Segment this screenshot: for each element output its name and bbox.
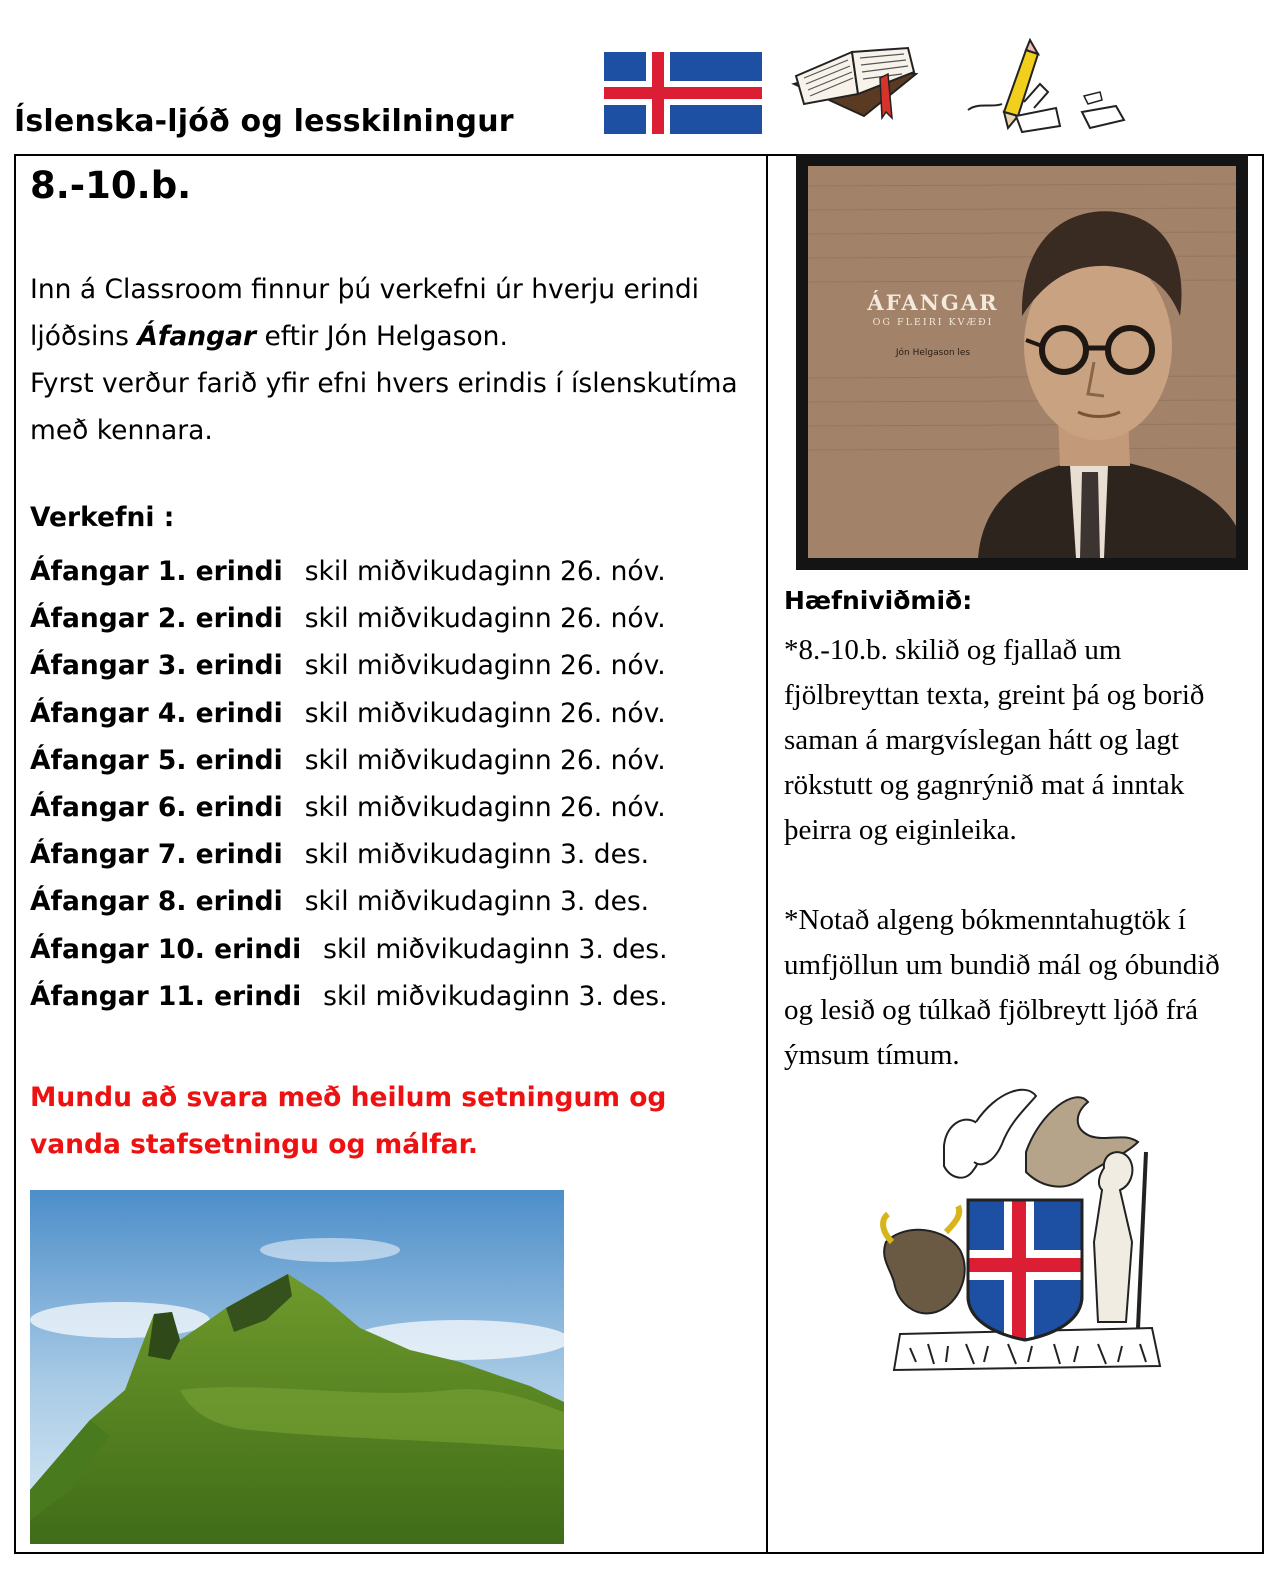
task-due: skil miðvikudaginn 26. nóv.: [304, 603, 666, 635]
tasks-heading: Verkefni :: [30, 502, 175, 533]
task-due: skil miðvikudaginn 26. nóv.: [304, 792, 666, 824]
task-name: Áfangar 10. erindi: [30, 933, 302, 965]
competence-text: [784, 628, 1254, 1078]
task-item: [30, 595, 668, 642]
task-due: skil miðvikudaginn 3. des.: [323, 933, 668, 965]
cover-title: ÁFANGAR: [867, 290, 999, 315]
reminder-text: Mundu að svara með heilum setningum og vanda stafsetningu og málfar.: [30, 1082, 667, 1160]
competence-heading: Hæfniviðmið:: [784, 586, 973, 615]
task-name: Áfangar 4. erindi: [30, 697, 283, 729]
task-name: Áfangar 7. erindi: [30, 839, 283, 871]
mountain-landscape-image: [30, 1190, 564, 1544]
cover-subtitle: OG FLEIRI KVÆÐI: [872, 317, 994, 328]
author-portrait: [808, 166, 1236, 558]
task-due: skil miðvikudaginn 26. nóv.: [304, 697, 666, 729]
task-item: [30, 973, 668, 1020]
task-name: Áfangar 2. erindi: [30, 603, 283, 635]
task-list: [30, 548, 668, 1020]
task-item: [30, 737, 668, 784]
cover-reader: Jón Helgason les: [895, 348, 971, 358]
task-name: Áfangar 6. erindi: [30, 792, 283, 824]
task-item: [30, 642, 668, 689]
coat-of-arms-icon: [876, 1082, 1178, 1378]
intro-text-fragment: ljóðsins: [30, 321, 138, 352]
grade-heading: 8.-10.b.: [30, 164, 192, 207]
competence-paragraph: *8.-10.b. skilið og fjallað um fjölbreyttan texta, greint þá og borið saman á margvíslegan hátt og lagt rökstutt og gagnrýnið mat á inntak þeirra og eiginleika.: [784, 634, 1205, 846]
iceland-flag-icon: [604, 52, 762, 134]
task-item: [30, 690, 668, 737]
task-due: skil miðvikudaginn 26. nóv.: [304, 650, 666, 682]
intro-line: Fyrst verður farið yfir efni hvers erindis í íslenskutíma: [30, 368, 738, 399]
task-name: Áfangar 8. erindi: [30, 886, 283, 918]
task-due: skil miðvikudaginn 3. des.: [323, 980, 668, 1012]
task-name: Áfangar 11. erindi: [30, 980, 302, 1012]
task-item: [30, 784, 668, 831]
intro-text-fragment: eftir Jón Helgason.: [256, 321, 508, 352]
intro-line: með kennara.: [30, 415, 213, 446]
pencil-writing-icon: [964, 38, 1140, 136]
intro-text: [30, 266, 760, 454]
task-name: Áfangar 1. erindi: [30, 556, 283, 587]
competence-paragraph: *Notað algeng bókmenntahugtök í umfjöllun um bundið mál og óbundið og lesið og túlkað fjölbreytt ljóð frá ýmsum tímum.: [784, 904, 1220, 1071]
task-due: skil miðvikudaginn 26. nóv.: [304, 556, 666, 587]
page-title: Íslenska-ljóð og lesskilningur: [14, 104, 514, 139]
poem-title: Áfangar: [137, 321, 257, 352]
task-item: [30, 548, 668, 595]
task-item: [30, 878, 668, 925]
task-item: [30, 831, 668, 878]
task-due: skil miðvikudaginn 26. nóv.: [304, 744, 666, 776]
task-item: [30, 926, 668, 973]
task-name: Áfangar 5. erindi: [30, 744, 283, 776]
task-due: skil miðvikudaginn 3. des.: [304, 886, 650, 918]
intro-line: [30, 313, 760, 360]
intro-line: Inn á Classroom finnur þú verkefni úr hverju erindi: [30, 274, 700, 305]
column-divider: [766, 154, 768, 1554]
task-due: skil miðvikudaginn 3. des.: [304, 839, 650, 871]
open-book-icon: [788, 38, 922, 124]
book-cover-image: [796, 154, 1248, 570]
task-name: Áfangar 3. erindi: [30, 650, 283, 682]
